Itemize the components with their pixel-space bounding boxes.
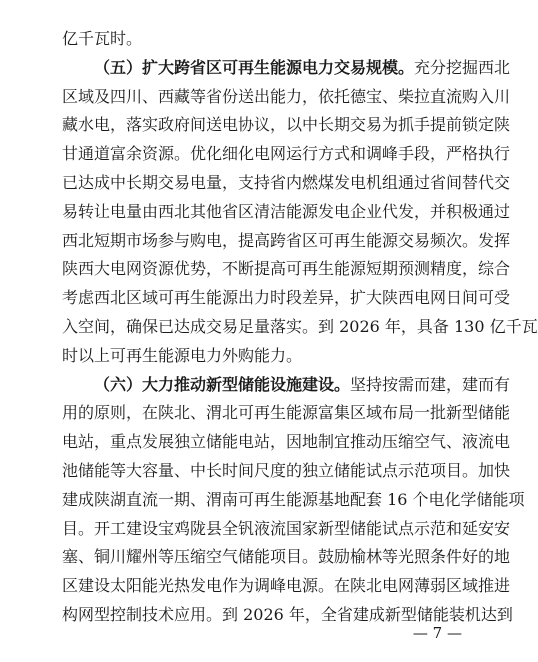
text-line-7: 易转让电量由西北其他省区清洁能源发电企业代发，并积极通过 <box>62 202 511 221</box>
section-six-heading: （六）大力推动新型储能设施建设。 <box>94 375 351 394</box>
text-line-14: 用的原则，在陕北、渭北可再生能源富集区域布局一批新型储能 <box>62 403 511 422</box>
text-line-18: 目。开工建设宝鸡陇县全钒液流国家新型储能试点示范和延安安 <box>62 519 511 538</box>
text-line-19: 塞、铜川耀州等压缩空气储能项目。鼓励榆林等光照条件好的地 <box>62 547 511 566</box>
text-line-17: 建成陕湖直流一期、渭南可再生能源基地配套 16 个电化学储能项 <box>62 490 525 509</box>
text-line-1: 亿千瓦时。 <box>62 29 143 48</box>
text-line-12: 时以上可再生能源电力外购能力。 <box>62 346 303 365</box>
text-line-2-body: 充分挖掘西北 <box>414 58 511 77</box>
text-line-2 <box>94 58 511 77</box>
section-five-heading: （五）扩大跨省区可再生能源电力交易规模。 <box>94 58 415 77</box>
text-line-20: 区建设太阳能光热发电作为调峰电源。在陕北电网薄弱区域推进 <box>62 576 511 595</box>
text-line-16: 池储能等大容量、中长时间尺度的独立储能试点示范项目。加快 <box>62 461 511 480</box>
text-line-13-body: 坚持按需而建，建而有 <box>350 375 511 394</box>
text-line-4: 藏水电，落实政府间送电协议，以中长期交易为抓手提前锁定陕 <box>62 115 511 134</box>
text-line-15: 电站，重点发展独立储能电站，因地制宜推动压缩空气、液流电 <box>62 432 511 451</box>
text-line-3: 区域及四川、西藏等省份送出能力，依托德宝、柴拉直流购入川 <box>62 87 511 106</box>
text-line-10: 考虑西北区域可再生能源出力时段差异，扩大陕西电网日间可受 <box>62 288 511 307</box>
text-line-5: 甘通道富余资源。优化细化电网运行方式和调峰手段，严格执行 <box>62 144 511 163</box>
text-line-9: 陕西大电网资源优势，不断提高可再生能源短期预测精度，综合 <box>62 259 511 278</box>
text-line-13 <box>94 375 511 394</box>
text-line-11: 入空间，确保已达成交易足量落实。到 2026 年，具备 130 亿千瓦 <box>62 317 538 336</box>
text-line-21: 构网型控制技术应用。到 2026 年，全省建成新型储能装机达到 <box>62 605 513 624</box>
text-line-8: 西北短期市场参与购电，提高跨省区可再生能源交易频次。发挥 <box>62 231 511 250</box>
text-line-6: 已达成中长期交易电量，支持省内燃煤发电机组通过省间替代交 <box>62 173 511 192</box>
page-number: — 7 — <box>412 624 462 642</box>
